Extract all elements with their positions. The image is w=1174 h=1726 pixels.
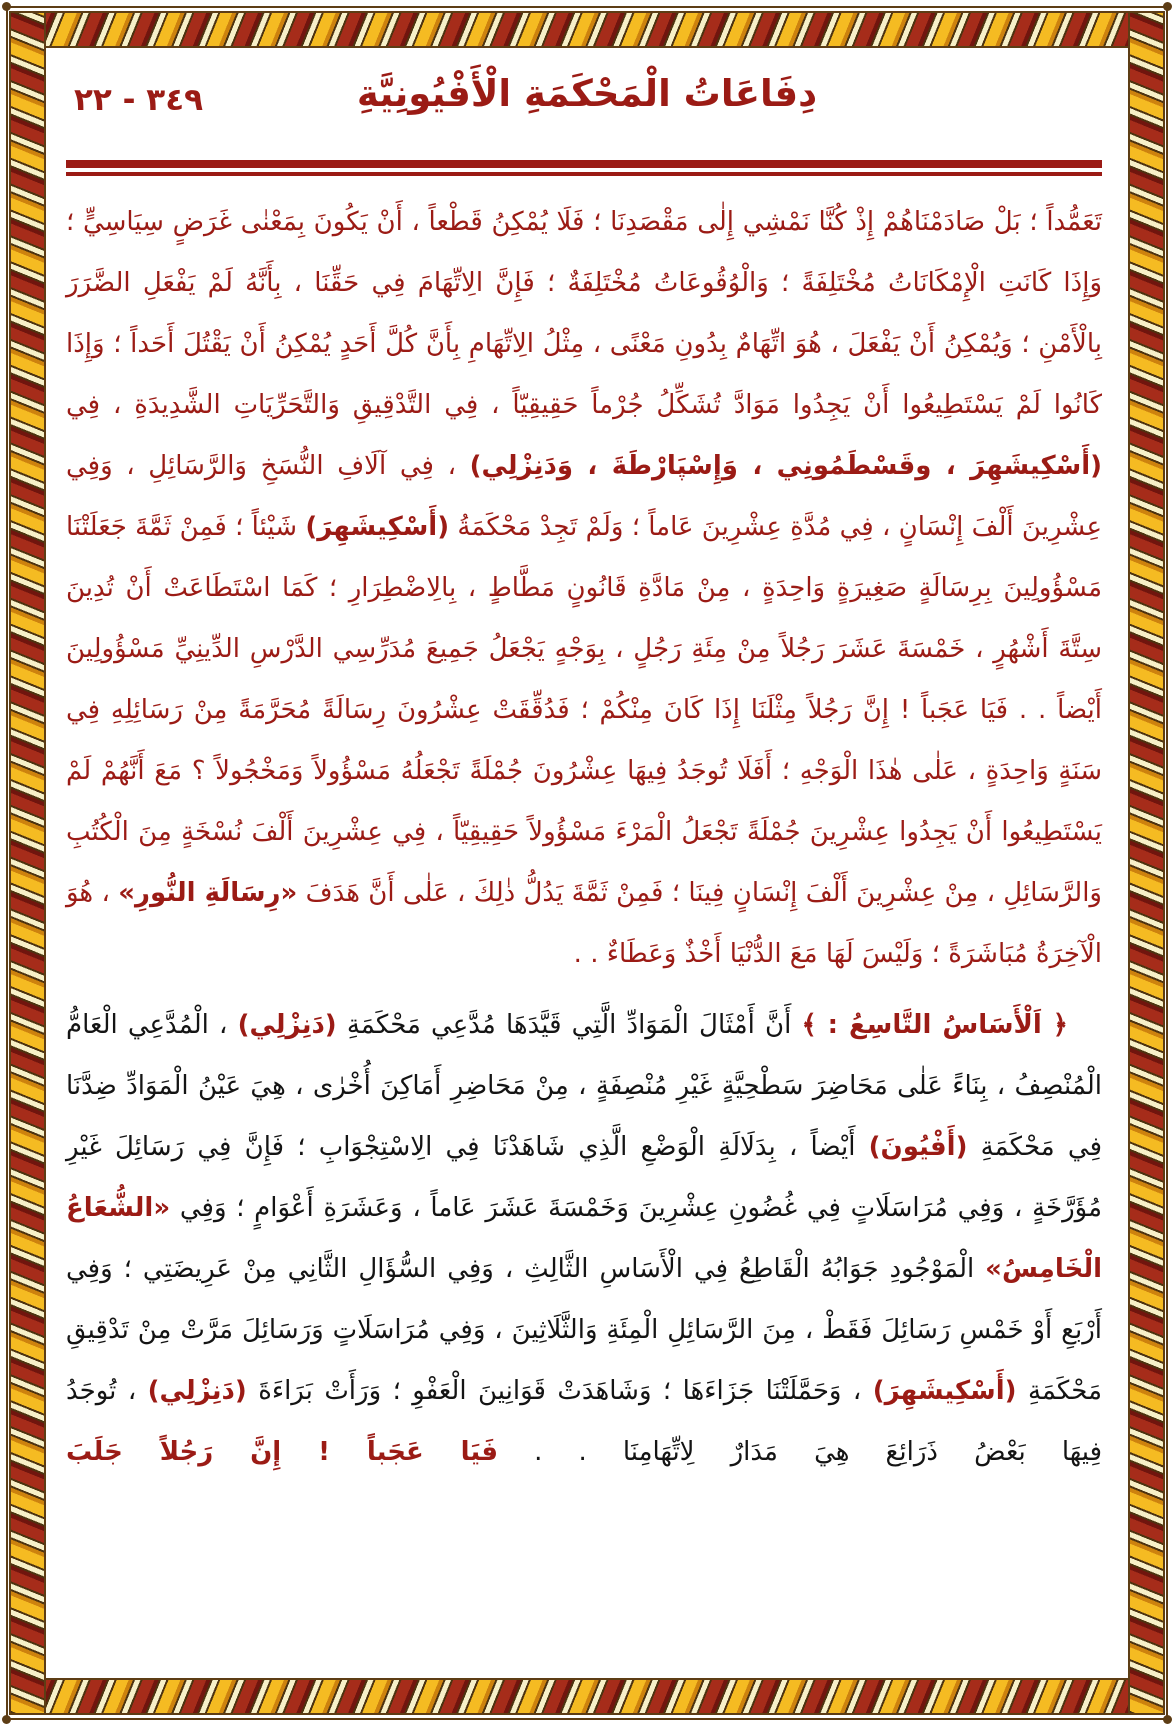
place-names-highlight: (أَسْكِيشَهِرَ ، وقَسْطَمُونِي ، وَإِسْپَارْطَةَ ، وَدَنِزْلِي) [469,451,1103,481]
corner-finial-icon [1163,2,1172,11]
paragraph-1 [66,192,1102,985]
paragraph-2 [66,995,1102,1483]
place-name-highlight: (أَفْيُونَ) [868,1132,968,1162]
paragraph-text: ، فِي آلَافِ النُّسَخِ وَالرَّسَائِلِ ، وَفِي عِشْرِينَ أَلْفَ إِنْسَانٍ ، فِي مُدَّةِ عِشْرِينَ عَاماً ؛ وَلَمْ تَجِدْ مَحْكَمَةُ [66,451,1103,542]
page-content [50,50,1124,1676]
border-band-top [9,11,1165,48]
header-divider [66,160,1102,176]
paragraph-text: تَعَمُّداً ؛ بَلْ صَادَمْنَاهُمْ إِذْ كُنَّا نَمْشِي إِلٰى مَقْصَدِنَا ؛ فَلَا يُمْكِنُ قَطْعاً ، أَنْ يَكُونَ بِمَعْنٰى غَرَضٍ سِيَاسِيٍّ ؛ وَإِذَا كَانَتِ الْإِمْكَانَاتُ مُخْتَلِفَةً ؛ وَالْوُقُوعَاتُ مُخْتَلِفَةٌ ؛ فَإِنَّ الِاتِّهَامَ فِي حَقِّنَا ، بِأَنَّهُ لَمْ يَفْعَلِ الضَّرَرَ بِالْأَمْنِ ؛ وَيُمْكِنُ أَنْ يَفْعَلَ ، هُوَ اتِّهَامٌ بِدُونِ مَعْنًى ، مِثْلُ الِاتِّهَامِ بِأَنَّ كُلَّ أَحَدٍ يُمْكِنُ أَنْ يَقْتُلَ أَحَداً ؛ وَإِذَا كَانُوا لَمْ يَسْتَطِيعُوا أَنْ يَجِدُوا مَوَادَّ تُشَكِّلُ جُرْماً حَقِيقِيّاً ، فِي التَّدْقِيقِ وَالتَّحَرِّيَاتِ الشَّدِيدَةِ ، فِي [66,207,1102,420]
paragraph-text: ، وَحَمَّلَتْنَا جَزَاءَهَا ؛ وَشَاهَدَتْ قَوَانِينَ الْعَفْوِ ؛ وَرَأَتْ بَرَاءَةَ [246,1376,873,1406]
treatise-title-highlight: «الشُّعَاعُ الْخَامِسُ» [66,1193,1102,1284]
page-title: دِفَاعَاتُ الْمَحْكَمَةِ الْأَفْيُونِيَّةِ [356,72,818,115]
border-band-bottom [9,1678,1165,1715]
paragraph-text: أَيْضاً ، بِدَلَالَةِ الْوَضْعِ الَّذِي شَاهَدْنَا فِي الِاسْتِجْوَابِ ؛ فَإِنَّ فِي رَسَائِلَ غَيْرِ مُؤَرَّخَةٍ ، وَفِي مُرَاسَلَاتٍ فِي غُضُونِ عِشْرِينَ وَخَمْسَةَ عَشَرَ عَاماً ، وَعَشَرَةِ أَعْوَامٍ ؛ وَفِي [66,1132,1102,1223]
paragraph-text: شَيْئاً ؛ فَمِنْ ثَمَّةَ جَعَلَتْنَا مَسْؤُولِينَ بِرِسَالَةٍ صَغِيرَةٍ وَاحِدَةٍ ، مِنْ مَادَّةِ قَانُونٍ مَطَّاطٍ ، بِالِاضْطِرَارِ ؛ كَمَا اسْتَطَاعَتْ أَنْ تُدِينَ سِتَّةَ أَشْهُرٍ ، خَمْسَةَ عَشَرَ رَجُلاً مِنْ مِئَةِ رَجُلٍ ، بِوَجْهٍ يَجْعَلُ جَمِيعَ مُدَرِّسِي الدَّرْسِ الدِّينِيِّ مَسْؤُولِينَ أَيْضاً . . فَيَا عَجَباً ! إِنَّ رَجُلاً مِثْلَنَا إِذَا كَانَ مِنْكُمْ ؛ فَدُقِّقَتْ عِشْرُونَ رِسَالَةً مُحَرَّمَةً مِنْ رَسَائِلِهِ فِي سَنَةٍ وَاحِدَةٍ ، عَلٰى هٰذَا الْوَجْهِ ؛ أَفَلَا تُوجَدُ فِيهَا عِشْرُونَ جُمْلَةً تَجْعَلُهُ مَسْؤُولاً وَمَخْجُولاً ؟ مَعَ أَنَّهُمْ لَمْ يَسْتَطِيعُوا أَنْ يَجِدُوا عِشْرِينَ جُمْلَةً تَجْعَلُ الْمَرْءَ مَسْؤُولاً حَقِيقِيّاً ، فِي عِشْرِينَ أَلْفَ نُسْخَةٍ مِنَ الْكُتُبِ وَالرَّسَائِلِ ، مِنْ عِشْرِينَ أَلْفَ إِنْسَانٍ فِينَا ؛ فَمِنْ ثَمَّةَ يَدُلُّ ذٰلِكَ ، عَلٰى أَنَّ هَدَفَ [66,512,1102,908]
border-band-right [1128,11,1165,1715]
corner-finial-icon [1163,1715,1172,1724]
section-heading: ﴿ اَلْأَسَاسُ التَّاسِعُ : ﴾ [801,1010,1068,1040]
exclamation-highlight: فَيَا عَجَباً ! إِنَّ رَجُلاً جَلَبَ [66,1437,499,1467]
place-name-highlight: (أَسْكِيشَهِرَ) [872,1376,1017,1406]
paragraph-text: الْمَوْجُودِ جَوَابُهُ الْقَاطِعُ فِي الْأَسَاسِ الثَّالِثِ ، وَفِي السُّؤَالِ الثَّانِي مِنْ عَرِيضَتِي ؛ وَفِي أَرْبَعِ أَوْ خَمْسِ رَسَائِلَ فَقَطْ ، مِنَ الرَّسَائِلِ الْمِئَةِ وَالثَّلَاثِينَ ، وَفِي مُرَاسَلَاتٍ وَرَسَائِلَ مَرَّتْ مِنْ تَدْقِيقِ مَحْكَمَةِ [66,1254,1102,1406]
paragraph-text: ، تُوجَدُ فِيهَا بَعْضُ ذَرَائِعَ هِيَ مَدَارٌ لِاتِّهَامِنَا . . [66,1376,1102,1467]
page-header [50,72,1124,146]
corner-finial-icon [2,1715,11,1724]
body-text [66,192,1102,1483]
divider-thin-rule [66,172,1102,176]
place-name-highlight: (أَسْكِيشَهِرَ) [305,512,450,542]
paragraph-text: ، الْمُدَّعِي الْعَامُّ الْمُنْصِفُ ، بِنَاءً عَلٰى مَحَاضِرَ سَطْحِيَّةٍ غَيْرِ مُنْصِفَةٍ ، مِنْ مَحَاضِرِ أَمَاكِنَ أُخْرٰى ، هِيَ عَيْنُ الْمَوَادِّ ضِدَّنَا فِي مَحْكَمَةِ [66,1010,1102,1162]
paragraph-text: ، هُوَ الْآخِرَةُ مُبَاشَرَةً ؛ وَلَيْسَ لَهَا مَعَ الدُّنْيَا أَخْذٌ وَعَطَاءٌ . . [66,878,1102,969]
border-band-left [9,11,46,1715]
corner-finial-icon [2,2,11,11]
place-name-highlight: (دَنِزْلِي) [237,1010,337,1040]
place-name-highlight: (دَنِزْلِي) [147,1376,247,1406]
page-number: ٣٤٩ - ٢٢ [74,82,204,118]
paragraph-text: أَنَّ أَمْثَالَ الْمَوَادِّ الَّتِي قَيَّدَهَا مُدَّعِي مَحْكَمَةِ [336,1010,802,1040]
book-title-highlight: «رِسَالَةِ النُّورِ» [118,878,298,908]
divider-thick-rule [66,160,1102,168]
